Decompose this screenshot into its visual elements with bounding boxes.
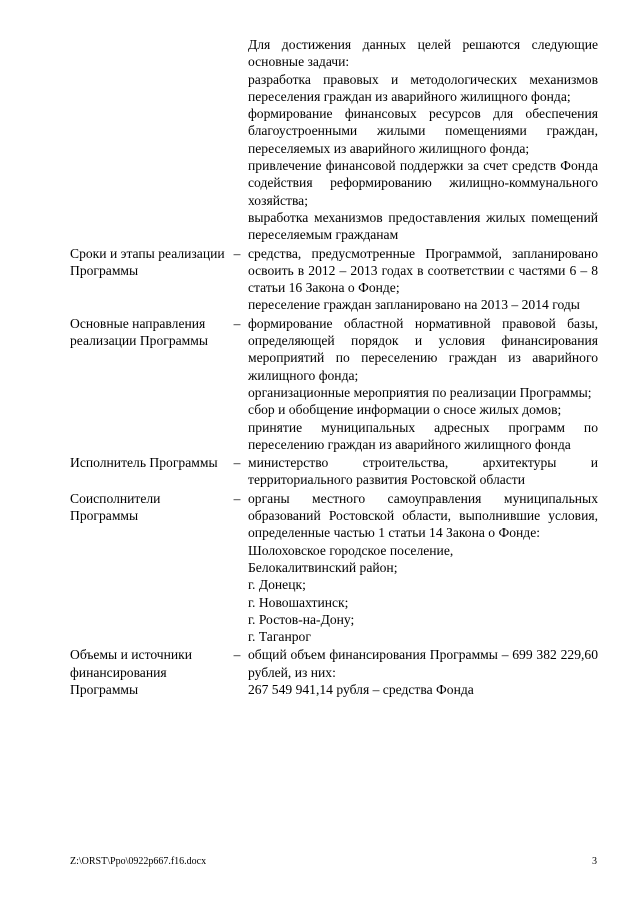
passport-row — [70, 36, 598, 244]
program-passport-table — [70, 36, 598, 698]
passport-row-dash: – — [233, 647, 241, 663]
footer-page-number: 3 — [592, 856, 597, 867]
passport-row-dash: – — [233, 490, 241, 506]
content-paragraph: г. Донецк; — [248, 577, 306, 593]
passport-row-content — [248, 453, 598, 489]
passport-row — [70, 453, 598, 489]
content-paragraph: сбор и обобщение информации о сносе жилых домов; — [248, 402, 562, 418]
content-paragraph: 267 549 941,14 рубля – средства Фонда — [248, 681, 474, 697]
passport-row — [70, 489, 598, 646]
content-paragraph: средства, предусмотренные Программой, запланировано освоить в 2012 – 2013 годах в соответствии с частями 6 – 8 статьи 16 Закона о Фонде; — [248, 245, 598, 296]
content-paragraph: организационные мероприятия по реализации Программы; — [248, 384, 592, 400]
passport-row — [70, 244, 598, 314]
passport-table-body — [70, 36, 598, 698]
content-paragraph: выработка механизмов предоставления жилых помещений переселяемым гражданам — [248, 209, 598, 243]
content-paragraph: Белокалитвинский район; — [248, 559, 398, 575]
content-paragraph: общий объем финансирования Программы – 699 382 229,60 рублей, из них: — [248, 647, 598, 680]
passport-row — [70, 314, 598, 453]
content-paragraph: Шолоховское городское поселение, — [248, 542, 454, 558]
passport-row-label — [70, 36, 226, 244]
passport-row-dash: – — [233, 245, 241, 261]
content-paragraph: принятие муниципальных адресных программ по переселению граждан из аварийного жилищного фонда — [248, 419, 598, 452]
content-paragraph: г. Ростов-на-Дону; — [248, 611, 355, 627]
passport-row-label: Сроки и этапы реализации Программы — [70, 245, 225, 278]
passport-row-content — [248, 489, 598, 646]
footer-file-path: Z:\ORST\Ppo\0922p667.f16.docx — [70, 856, 207, 867]
content-paragraph: привлечение финансовой поддержки за счет средств Фонда содействия реформированию жилищно-коммунального хозяйства; — [248, 158, 598, 208]
passport-row-content — [248, 314, 598, 453]
passport-row-dash: – — [233, 315, 241, 331]
content-paragraph: разработка правовых и методологических механизмов переселения граждан из аварийного жилищного фонда; — [248, 71, 598, 104]
passport-row-label: Объемы и источники финансирования Программы — [70, 647, 193, 697]
passport-row-dash — [226, 36, 248, 244]
content-paragraph: переселение граждан запланировано на 2013 – 2014 годы — [248, 297, 580, 313]
content-paragraph: формирование финансовых ресурсов для обеспечения благоустроенными жилыми помещениями граждан, переселяемых из аварийного жилищного фонда; — [248, 106, 598, 156]
content-paragraph: формирование областной нормативной правовой базы, определяющей порядок и условия финансирования мероприятий по переселению граждан из аварийного жилищного фонда; — [248, 315, 598, 383]
content-paragraph: г. Таганрог — [248, 629, 311, 645]
content-paragraph: органы местного самоуправления муниципальных образований Ростовской области, выполнившие условия, определенные частью 1 статьи 14 Закона о Фонде: — [248, 490, 598, 541]
passport-row — [70, 645, 598, 698]
passport-row-dash: – — [233, 455, 241, 471]
passport-row-content — [248, 645, 598, 698]
passport-row-label: Основные направления реализации Программы — [70, 315, 208, 349]
content-paragraph: Для достижения данных целей решаются следующие основные задачи: — [248, 37, 598, 70]
content-paragraph: министерство строительства, архитектуры и территориального развития Ростовской области — [248, 455, 598, 488]
passport-row-content — [248, 244, 598, 314]
passport-row-label: Соисполнители Программы — [70, 490, 161, 524]
passport-row-content — [248, 36, 598, 244]
passport-row-label: Исполнитель Программы — [70, 455, 218, 471]
content-paragraph: г. Новошахтинск; — [248, 594, 349, 610]
